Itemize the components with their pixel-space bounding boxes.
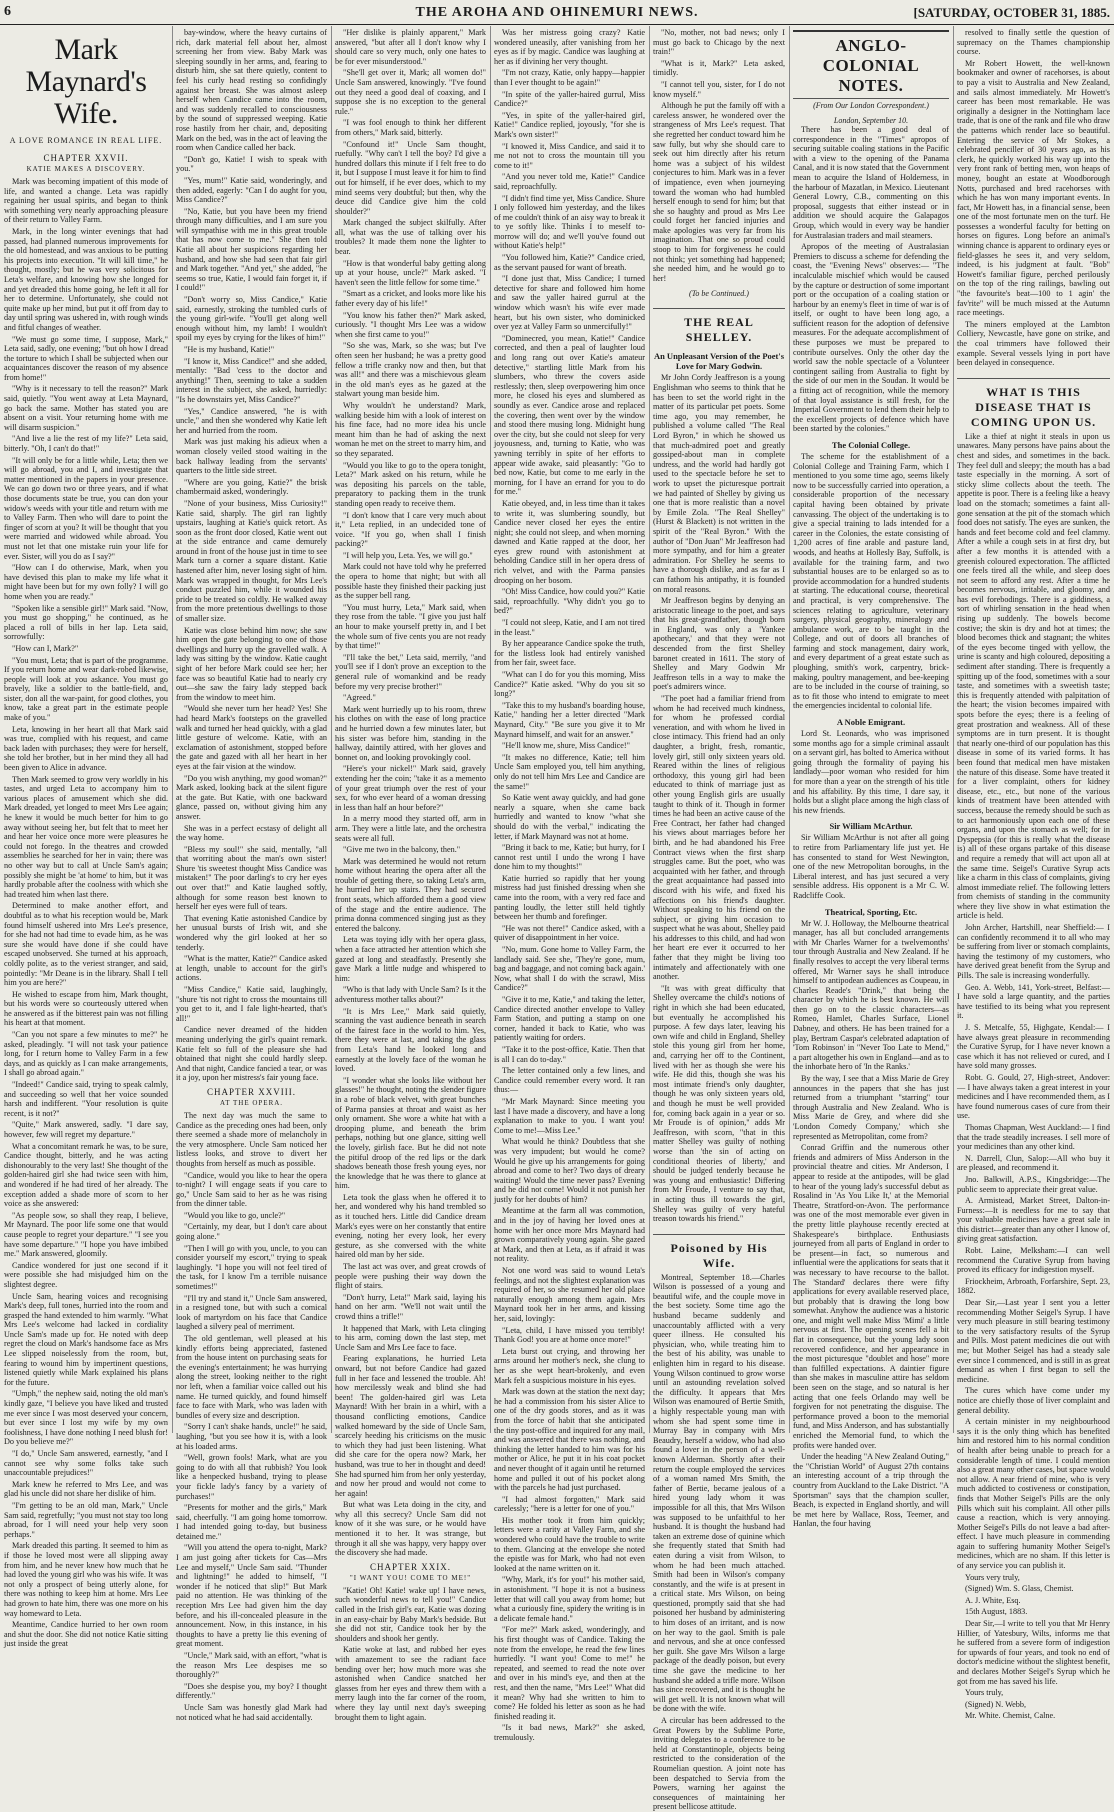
column-5-body (653, 28, 785, 1812)
article-paragraph: "Confound it!" Uncle Sam thought, ruefully. "Why can't I tell the boy? I'd give a hundred dollars this minute if I felt free to do it, but I suppose I must leave it for him to find out for himself, if he ever does, which to my mind seems very doubtful; but then, why the deuce did Candice give him the cold shoulder?" (335, 139, 486, 216)
article-paragraph: "I'll try and stand it," Uncle Sam answered, in a resigned tone, but with such a comical look of martyrdom on his face that Candice laughed a silvery peal of merriment. (176, 1293, 327, 1332)
article-paragraph: "How can I do otherwise, Mark, when you have devised this plan to make my life what it might have been but for my own folly? I will go home when you are ready." (4, 563, 168, 601)
article-paragraph: "I done just that, Miss Candice; I turned detective for share and followed him home and saw the yaller haired gurrul at the window which wasn't his wife ever made heart, but his own sister, who dominicked over yez at Valley Farm so unmercifully!" (494, 274, 645, 332)
article-paragraph: Robt. Laine, Melksham:—I can well recommend the Curative Syrup from having proved its efficacy for indigestion myself. (957, 1246, 1110, 1275)
article-paragraph: "Umph," the nephew said, noting the old man's kindly gaze, "I believe you have liked and trusted me ever since I was most deserved your concern, but ever since I lost my wife by my own foolishness, I have done nothing I need blush for! Do you believe me?" (4, 1389, 168, 1447)
article-paragraph: By the way, I see that a Miss Marie de Grey announces in the papers that she has just returned from a triumphant "starring" tour through Australia and New Zealand. Who is Miss Marie de Grey, and where did she 'London Comedy Company,' which she represented as Metropolitan, come from? (793, 1074, 949, 1141)
article-paragraph: "Agreed." (343, 693, 376, 703)
section-heading: THE REAL SHELLEY. (653, 308, 785, 345)
article-paragraph: "Do you wish anything, my good woman?" Mark asked, looking back at the silent figure at the gate. But Katie, with one backward glance, passed on, without giving him any answer. (176, 773, 327, 821)
article-paragraph: "Can you not spare a few minutes to me?" he asked, pleadingly. "I will not task your patience long, for I return home to Valley Farm in a few days, and as quickly as I can make arrangements, I shall go abroad again." (4, 1030, 168, 1078)
column-2 (176, 28, 327, 1722)
article-paragraph: "Take it to the post-office, Katie. Then that is all I can do to-day." (494, 1044, 645, 1064)
article-paragraph: Not one word was said to wound Leta's feelings, and not the slightest explanation was required of her, so she resumed her old place naturally enough among them again. Mrs Maynard took her in her arms, and kissing her, said, lovingly: (494, 1266, 645, 1323)
article-paragraph: "Where are you going, Katie?" the brisk chambermaid asked, wonderingly. (176, 477, 327, 497)
article-paragraph: "I will help you, Leta. Yes, we will go." (343, 550, 473, 560)
article-paragraph: "Yes," Candice answered, "he is with uncle," and then she wondered why Katie left her and hurried from the room. (176, 406, 327, 435)
article-paragraph: Uncle Sam, hearing voices and recognising Mark's deep, full tones, hurried into the room and grasped the hand extended to him warmly. "What Mrs Lee's welcome had lacked in cordiality Uncle Sam's made up for. He noted with deep regret the cloud on Mark's handsome face as Mrs Lee slipped noiselessly from the room, but, fearing to wound him by impertinent questions, listened quietly while Mark explained his plans for the future. (4, 1291, 168, 1387)
article-paragraph: "I know it, Miss Candice!" and she added, mentally: "Bad 'cess to the doctor and anything!" Then, seeming to take a sudden interest in the subject, she asked, hurriedly: "Is he downstairs yet, Miss Candice?" (176, 356, 327, 404)
column-7-body (957, 28, 1110, 1721)
column-6 (793, 28, 949, 1529)
article-paragraph: Was her mistress going crazy? Katie wondered uneasily, after vanishing from her eyes as if by magic. Candice was laughing at her as if divining her very thought. (494, 28, 645, 66)
article-paragraph: "Spoken like a sensible girl!" Mark said. "Now, you must go shopping," he continued, as he placed a roll of bills in her lap. Leta said, sorrowfully: (4, 603, 168, 642)
article-paragraph: "It was with great difficulty that Shelley overcame the child's notions of right in which she had been educated, but eventually he accomplished his purpose. A few days later, leaving his own wife and child in England, Shelley stole this young girl from her home, and, carrying her off to the Continent, lived with her as though she were his wife. He did this, though she was his most intimate friend's only daughter, though he was only sixteen years old, and though he must be well provided for, coming back again in a year or so. Mr Froude is of opinion," adds Mr Jeaffreson, with scorn, "that in this matter Shelley was guilty of nothing worse than 'the sin of acting on conditional theories of liberty,' and should be judged tenderly because he was young and enthusiastic! Differing from Mr Froude, I venture to say that, in acting thus ill towards the girl, Shelley was guilty of very hateful treason towards his friend." (653, 983, 785, 1224)
article-paragraph: "You know his father then?" Mark asked, curiously. "I thought Mrs Lee was a widow when she first came to you!" (335, 310, 486, 339)
article-paragraph: Katie was close behind him now; she saw him open the gate belonging to one of those dwellings and hurry up the gravelled walk. A lady was sitting by the window. Katie caught sight of her before Mark could see her; her face was so beautiful Katie had to nearly cry out—she saw the fairy lady stepped back from the window to meet him. (176, 625, 327, 702)
article-paragraph: Under the heading "A New Zealand Outing," the "Christian World" of August 27th contains an interesting account of a trip through the country from Auckland to the Lake District. "A Sportsman" says that the champion sculler, Beach, is expected in England shortly, and will be met here by Wallace, Ross, Teemer, and Hanlan, the four having (793, 1452, 949, 1529)
article-paragraph: Candice wondered for just one second if it were possible she had misjudged him on the slightest degree. (4, 1260, 168, 1289)
article-paragraph: "Don't worry so, Miss Candice," Katie said, earnestly, stroking the tumbled curls of the young girl-wife. "You'll get along well enough without him, my lamb! I wouldn't spoil my eyes by crying for the likes of him!" (176, 295, 327, 343)
column-2-body (176, 28, 327, 1722)
section-heading: AT THE OPERA. (219, 1098, 284, 1107)
article-paragraph: "How can I, Mark?" (12, 643, 79, 653)
article-paragraph: "Would she never turn her head? Yes! She had heard Mark's footsteps on the gravelled walk and turned her head quickly, with a glad little gesture of welcome. Katie, with an exclamation of astonishment, stopped before the gate and gazed with all her heart in her eyes at the fair vision at the window. (176, 704, 327, 771)
article-paragraph: Leta was toying idly with her opera glass, when a face attracted her attention which she gazed at long and steadfastly. Presently she gave Mark a little nudge and whispered to him: (335, 935, 486, 983)
column-rule (331, 26, 332, 1433)
article-paragraph: The miners employed at the Lambton Colliery, Newcastle, have gone on strike, and the coal trimmers have followed their example. Several vessels lying in port have been delayed in consequence. (957, 319, 1110, 368)
section-heading: Theatrical, Sporting, Etc. (824, 906, 918, 917)
article-paragraph: "Don't hurry, Leta!" Mark said, laying his hand on her arm. "We'll not wait until the crowd thins a trifle!" (335, 1292, 486, 1321)
column-rule (649, 26, 650, 1433)
article-paragraph: "What is it, Mark?" Leta asked, timidly. (653, 58, 785, 78)
article-paragraph: In a merry mood they started off, arm in arm. They were a little late, and the orchestra seats were all full. (335, 814, 486, 843)
column-4 (494, 28, 645, 1742)
article-paragraph: A. Armistead, Market Street, Dalton-in-Furness:—It is needless for me to say that your valuable medicines have a great sale in this district—greater than any other I know of, giving great satisfaction. (957, 1196, 1110, 1244)
article-paragraph: "I knowed it, Miss Candice, and said it to me not not to cross the mountain till you come to it!" (494, 141, 645, 170)
article-paragraph: "It makes no difference, Katie; tell him Uncle Sam employed you, tell him anything, only do not tell him Mrs Lee and Candice are the same!" (494, 752, 645, 791)
article-paragraph: "What is the matter, Katie?" Candice asked at length, unable to account for the girl's actions. (176, 954, 327, 983)
article-paragraph: "Why, Mark, it's for you!" his mother said, in astonishment. "I hope it is not a business letter that will call you away from home; but what a curiously fine, spidery the writing is in a delicate female hand." (494, 1575, 645, 1623)
column-rule (172, 26, 173, 1433)
article-paragraph: bay-window, where the heavy curtains of rich, dark material fell about her, almost screening her from view. Baby Mark was sleeping soundly in her arms, and, fearing to disturb him, she sat there quietly, content to feel his curly head resting so confidingly against her breast. She was almost asleep herself when Candice came into the room, and was suddenly recalled to consciousness by the sound of suppressed weeping. Katie rose hastily from her chair, and, depositing Mark on the bed, was in the act of leaving the room when Candice called her back. (176, 28, 327, 153)
article-paragraph: "Give me two in the balcony, then." (343, 845, 461, 855)
article-paragraph: Geo. A. Webb, 141, York-street, Belfast:— I have sold a large quantity, and the parties have testified to its being what you represent it. (957, 982, 1110, 1021)
article-paragraph: Montreal, September 18.—Charles Wilson is possessed of a young and beautiful wife, and the couple move in the best society. Some time ago the husband became suddenly and unaccountably afflicted with a very queer illness. He consulted his physician, who, while treating him to the best of his ability, was unable to enlighten him in regard to his disease. Young Wilson continued to grow worse until an astounding revelation solved the difficulty. It appears that Mrs Wilson was enamoured of Bertie Smith, a highly respectable young man with whom she had spent some time in Murray Bay in company with Mrs Beaudry, herself a widow, who had also found a lover in the person of a well-known Alderman. Shortly after their return the couple employed the services of a woman named Mrs Smith, the father of Bertie, became jealous of a hired young lady whom it was impossible for all this, that Mrs Wilson was supposed to be unfaithful to her husband. It is thought the husband had taken an extreme dose of quinine which she frequently stated that Smith had eaten during a visit from Wilson, to whom he had been much attached. Smith had been in Wilson's company constantly, and the wife is at present in a critical state. Mrs Wilson, on being questioned, promptly said that she had poisoned her husband by administering to him doses of an irritant, and is now on her way to the gaol. Smith is pale and nervous, and she at once confessed her guilt. She gave Mrs Wilson a large package of the deadly poison, but every time she gave the medicine to her husband she added a trifle more. Wilson has since recovered, and it is thought he will get well. It is not known what will be done with the wife. (653, 1272, 785, 1714)
section-heading: An Unpleasant Version of the Poet's Love for Mary Godwin. (653, 351, 785, 372)
issue-date: [SATURDAY, OCTOBER 31, 1885. (913, 5, 1110, 20)
article-paragraph: Candice never dreamed of the hidden meaning underlying the girl's quaint remark. Katie felt so full of the pleasure she had obtained that night she could hardly sleep. And that night, Candice fancied a tear, or was it a joy, upon her mistress's fair young face. (176, 1025, 327, 1083)
column-rule (490, 26, 491, 1433)
article-paragraph: "Who is that lady with Uncle Sam? Is it the adventuress mother talks about?" (335, 985, 486, 1004)
article-paragraph: "He is my husband, Katie!" (184, 345, 275, 354)
section-heading: (To be Continued.) (689, 289, 749, 299)
article-paragraph: His mother took it from him quickly; letters were a rarity at Valley Farm, and she wondered who could have the trouble to write to them. Glancing at the envelope she noted the epistle was for Mark, who had not even looked at the name written on it. (494, 1515, 645, 1573)
article-paragraph: "I'll take the bet," Leta said, merrily, "and you'll see if I don't prove an exception to the general rule of womankind and be ready before my very precise brother!" (335, 652, 486, 691)
article-paragraph: "I'm getting to be an old man, Mark," Uncle Sam said, regretfully; "you must not stay too long abroad, for I will need your help very soon perhaps." (4, 1500, 168, 1539)
section-heading: "I WANT YOU! COME TO ME!" (349, 1573, 472, 1582)
article-paragraph: Jno. Balkwill, A.P.S., Kingsbridge:—The public seem to appreciate their great value. (957, 1174, 1110, 1194)
article-paragraph: Mark knew he referred to Mrs Lee, and was glad his uncle did not share her dislike of him. (4, 1479, 168, 1499)
article-paragraph: Mark was down at the station the next day; he had a commission from his sister Alice to one of the dry goods stores, and as it was from the force of habit that she anticipated the tiny post-office and inquired for any mail, and was answered that there was nothing, and thinking the letter handed to him was for his mother or Alice, he put it in his coat pocket and never thought of it again until he returned home and pulled it out of his pocket along with the parcels he had just purchased. (494, 1387, 645, 1493)
article-paragraph: "It will only be for a little while, Leta; then we will go abroad, you and I, and investigate that matter mentioned in the papers in your presence. We can go down two or three years, and if what those documents state be true, you can don your widow's weeds with your title and return with me to Valley Farm. Then who will dare to point the finger of scorn at you? It will be thought that you were married and widowed while abroad. You must not let that one mistake ruin your life for ever. Sister, will you do as I say?" (4, 455, 168, 561)
article-paragraph: "Here's your nickel!" Mark said, gravely extending her the coin; "take it as a memento of your great triumph over the rest of your sex, for who ever heard of a woman dressing in less than half an hour before?" (335, 764, 486, 812)
article-paragraph: Katie obeyed, and, in less time than it takes to write it, was slumbering soundly, but Candice never closed her eyes the entire night; she could not sleep, and when morning dawned and Katie rapped at the door, her eyes grew round with astonishment at beholding Candice still in her opera dress of rich velvet, and with the Parma pansies drooping on her bosom. (494, 498, 645, 585)
column-rule (953, 26, 954, 1433)
article-paragraph: "Smart as a cricket, and looks more like his father every day of his life!" (335, 289, 486, 309)
article-paragraph: Mr Jeaffreson begins by denying an aristocratic lineage to the poet, and says that his great-grandfather, though born in England, was only a 'Yankee apothecary,' and that they were not descended from the first Shelley baronet created in 1611. The story of Shelley and Mary Godwin Mr Jeaffreson tells in a way to make the poet's admirers wince. (653, 596, 785, 692)
page-number: 6 (4, 4, 11, 19)
article-paragraph: "Her dislike is plainly apparent," Mark answered, "but after all I don't know why I should care so very much, only one hates to be for ever misunderstood." (335, 28, 486, 66)
article-paragraph: That evening Katie astonished Candice by her unusual bursts of Irish wit, and she wondered why the girl looked at her so tenderly. (176, 913, 327, 952)
article-paragraph: Yours truly, (965, 1688, 1004, 1698)
article-paragraph: "I had almost forgotten," Mark said carelessly; "here is a letter for one of you." (494, 1494, 645, 1514)
article-paragraph: "Certainly, my dear, but I don't care about going alone." (176, 1222, 327, 1242)
article-paragraph: Mark went hurriedly up to his room, threw his clothes on with the ease of long practice and he hurried down a few minutes later, but his sister was before him, standing in the hallway, daintily attired, with her gloves and bonnet on, and looking provokingly cool. (335, 704, 486, 762)
article-paragraph: "Is it bad news, Mark?" she asked, tremulously. (494, 1723, 645, 1742)
article-paragraph: Mr John Cordy Jeaffreson is a young Englishman who seems to think that he has been to set the world right in the matter of its particular pet poets. Some time ago, you may remember, he published a volume called "The Real Lord Byron," in which he showed us that much-admired poet and greatly gossiped-about man in complete undress, and the world had hardly got used to the spectacle before he set to work to upset the picturesque portrait we had painted of Shelley by giving us one that is more realistic than a novel by Emile Zola. "The Real Shelley" (Hurst & Blackett) is not written in the spirit of the "Real Byron." With the author of "Don Juan" Mr Jeaffreson had more sympathy, and for him a greater admiration. For Shelley he seems to have a thorough dislike, and as far as I can fathom his antipathy, it is founded on moral reasons. (653, 373, 785, 594)
column-3-body (335, 28, 486, 1722)
article-paragraph: "Then I will go with you, uncle, to you can consider yourself my escort," trying to speak laughingly. "I hope you will not feel tired of the task, for I know I'm a terrible nuisance sometimes!" (176, 1243, 327, 1292)
article-paragraph: He wished to escape from him, Mark thought, but his words were so courteously uttered when he answered as if the bitterest pain was not filling his heart at that moment. (4, 989, 168, 1028)
correspondent-line: (From Our London Correspondent.) (813, 101, 929, 110)
article-paragraph: But what was Leta doing in the city, and why all this secrecy? Uncle Sam did not know of it she was sure, or he would have mentioned it to her. It was strange, but through it all she was happy, very happy over the discovery she had made. (335, 1500, 486, 1558)
article-paragraph: "No, mum. Gone home to Valley Farm, the landlady said. See she, 'They're gone, mum, bag and baggage, and not coming back again.' Now, what shall I do with the scrawl, Miss Candice?" (494, 945, 645, 993)
article-paragraph: Mark dreaded this parting. It seemed to him as if those he loved most were all slipping away from him, and he never knew how much that he had loved the young girl who was his wife. It was not only a prospect of being utterly alone, for there was nothing to keep him at home. Mrs Lee had grown to hate him, there was one more on his way homeward to Leta. (4, 1541, 168, 1618)
article-paragraph: "I wonder what she looks like without her glasses!" he thought, noting the slender figure in a robe of black velvet, with great bunches of Parma pansies at throat and waist as her only ornament. She wore a white hat with a drooping plume, and beneath the brim perhaps, nothing but one glance, sitting well the lovely, girlish face. But he did not note the pitiful droop of the red lips or the dark shadows beneath those fresh young eyes, nor the knowledge that he was there to glance at him. (335, 1075, 486, 1191)
article-paragraph: "So she was, Mark, so she was; but I've often seen her husband; he was a pretty good fellow a trifle cranky now and then, but that was all!" and there was a mischievous gleam in the old man's eyes as he gazed at the stalwart young man beside him. (335, 341, 486, 399)
article-paragraph: Katie hurried so rapidly that her young mistress had just finished dressing when she came into the room, with a very red face and panting loudly, the letter still held tightly between her thumb and forefinger. (494, 873, 645, 922)
column-5 (653, 28, 785, 1812)
section-heading: The Colonial College. (831, 440, 911, 450)
article-paragraph: (Signed) N. Webb, (965, 1699, 1027, 1709)
section-heading: CHAPTER XXVIII. (207, 1086, 296, 1097)
anglo-colonial-heading: ANGLO-COLONIAL NOTES. (793, 30, 949, 99)
article-paragraph: "And live a lie the rest of my life?" Leta said, bitterly. "Oh, I can't do that!" (4, 434, 168, 454)
article-paragraph: "Will you attend the opera to-night, Mark? I am just going after tickets for Cas—Mrs Lee and myself," Uncle Sam said. "Thunder and lightning!" he added to himself, "I wonder if he noticed that slip!" But Mark paid no attention. He was thinking of the reception Mrs Lee had given him the day before, and his ill-concealed pleasure in the announcement. Now, in this instance, in his thoughts to have a pretty lie this evening of great moment. (176, 1543, 327, 1649)
article-paragraph: "Take this to my husband's boarding house, Katie," handing her a letter directed "Mark Maynard, City." "Be sure you give it to Mr Maynard himself, and wait for an answer." (494, 700, 645, 739)
article-paragraph: "None of your business, Miss Curiosity!" Katie said, sharply. The girl ran lightly upstairs, laughing at Katie's quick retort. As soon as the front door closed, Katie went out at the side entrance and came demurely around in front of the house just in time to see Mark turn a corner a square distant. Katie hastened after him, never losing sight of him. Mark was wrapped in thought, for Mrs Lee's conduct puzzled him, while it wounded his pride to be treated so coldly. He walked away from the more pretentious dwellings to those of smaller size. (176, 498, 327, 624)
article-paragraph: "For me?" Mark asked, wonderingly, and his first thought was of Candice. Taking the note from the envelope, he read the few lines hurriedly. "I want you! Come to me!" he repeated, and seemed to read the note over and over in his mind's eye, and then at the rest, and then the name, "Mrs Lee!" What did it mean? Why had she written to him to come? He folded his letter as soon as he had finished reading it. (494, 1625, 645, 1721)
article-paragraph: "I could not sleep, Katie, and I am not tired in the least." (494, 618, 645, 637)
article-paragraph: So Katie went away quickly, and had gone nearly a square, when she came back hurriedly and wanted to know "what she should do with the verbal," indicating the letter, if Mark Maynard was not at home. (494, 793, 645, 841)
article-paragraph: "Miss Candice," Katie said, laughingly, "shure 'tis not right to cross the mountains till you get to it, and I fale light-hearted, that's all!" (176, 985, 327, 1023)
article-paragraph: "Bring it back to me, Katie; but hurry, for I cannot rest until I undo the wrong I have done him to my thoughts!" (494, 843, 645, 872)
article-paragraph: Mark could not have told why he preferred the opera to home that night; but with all possible haste they finished their packing just as the supper bell rang. (335, 562, 486, 601)
article-paragraph: "She'll get over it, Mark; all women do!" Uncle Sam answered, knowingly. "I've found out they need a good deal of coaxing, and I suppose she is no exception to the general rule." (335, 68, 486, 116)
article-paragraph: She was in a perfect ecstasy of delight all the way home. (176, 823, 327, 843)
article-paragraph: "Quite," Mark answered, sadly. "I dare say, however, few will regret my departure." (4, 1120, 168, 1139)
article-paragraph: "You followed him, Katie?" Candice cried, as the servant paused for want of breath. (494, 253, 645, 272)
article-paragraph: Mark, in the long winter evenings that had passed, had planned numerous improvements for the old homestead, and was anxious to be putting his projects into execution. "It will kill time," he thought, mostly; but he was very solicitous for Leta's welfare, and knowing how she longed for and yet dreaded this home going, he left it all for her to determine. Unfortunately, she could not quite make up her mind, but put it off from day to day until spring was ushered in, with rough winds and fitful changes of weather. (4, 226, 168, 332)
article-paragraph: "Would you like to go to the opera tonight, Leta?" Mark asked on his return, while he was depositing his parcels on the table, preparatory to packing them in the trunk standing open ready to receive them. (335, 460, 486, 508)
article-paragraph: Leta burst out crying, and throwing her arms around her mother's neck, she clung to her as she wept heart-brokenly, and even Mark felt a suspicious moisture in his eyes. (494, 1346, 645, 1385)
article-paragraph: "Well, grown fools! Mark, what are you going to do with all that rubbish? You look like a henpecked husband, trying to please your fickle lady's fancy by a variety of purchases!" (176, 1453, 327, 1501)
article-paragraph: "The poet had a familiar friend from whom he had received much kindness, for whom he professed cordial veneration, and with whom he lived in close intimacy. This friend had an only daughter, a bright, fresh, romantic, lovely girl, still only sixteen years old. Reared within the lines of religious orthodoxy, this young girl had been educated to think of marriage just as other young English girls are usually taught to think of it. Though in former times he had been an active cause of the Free Contract, her father had changed his views about marriages before her birth, and he had abandoned his Free Contract views when the first sharp struggles came. But the poet, who was acquainted with her father, and through the great acquaintance had passed into discord with his wife, and fixed his affections on his friend's daughter. Without speaking to his friend on the subject, or giving him occasion to suspect what he was about, Shelley paid his addresses to this child, and had won her heart ere ever it occurred to her father that they might be living too intimately and affectionately with one another. (653, 694, 785, 982)
article-paragraph: "Does she despise you, my boy? I thought differently." (176, 1681, 327, 1701)
article-paragraph: "Oh! Miss Candice, how could you?" Katie said, reproachfully. "Why didn't you go to bed?" (494, 587, 645, 616)
column-1-body (4, 177, 168, 1649)
article-paragraph: Mark changed the subject skilfully. After all, what was the use of talking over his troubles? It made them none the lighter to bear. (335, 218, 486, 257)
article-paragraph: "Would you like to go, uncle?" (184, 1210, 286, 1220)
article-paragraph: Meantime at the farm all was commotion, and in the joy of having her loved ones at home with her once more Mrs Maynard had grown comparatively young again. She gazed at Mark, and then at Leta, as if afraid it was not reality. (494, 1206, 645, 1264)
article-paragraph: "What can I do for you this morning, Miss Candice?" Katie asked. "Why do you sit so long?" (494, 670, 645, 699)
section-heading: Sir William McArthur. (829, 821, 913, 832)
article-paragraph: A certain minister in my neighbourhood says it is the only thing which has benefited him and restored him to his normal condition of health after being unable to preach for a considerable length of time. I could mention also a great many other cases, but space would not allow. A near friend of mine, who is very much addicted to costiveness or constipation, finds that Mother Seigel's Pills are the only Pills which suit his complaint. All other pills cause a reaction, which is very annoying. Mother Seigel's Pills do not leave a bad after-effect. I have much pleasure in commending again to suffering humanity Mother Seigel's medicines, which are no sham. If this letter is of any service you can publish it. (957, 1417, 1111, 1571)
story-subtitle: A LOVE ROMANCE IN REAL LIFE. (9, 136, 163, 145)
article-paragraph: "Candice, would you like to hear the opera to-night? I will engage seats if you care to go," Uncle Sam said to her as he was rising from the dinner table. (176, 1170, 327, 1209)
article-paragraph: "He was not there!" Candice asked, with a quiver of disappointment in her voice. (494, 923, 645, 943)
article-paragraph: Leta took the glass when he offered it to her, and wondered why his hand trembled so as it touched hers. Little did Candice dream Mark's eyes were on her constantly that entire evening, noting her every look, her every gesture, as she conversed with the white haired old man by her side. (335, 1192, 486, 1260)
article-paragraph: "Indeed!" Candice said, trying to speak calmly, and succeeding so well that her voice sounded harsh and indifferent. "Your resolution is quite recent, is it not?" (4, 1080, 168, 1118)
article-paragraph: A circular has been addressed to the Great Powers by the Sublime Porte, inviting delegates to a conference to be held at Constantinople, objects being restricted to the consideration of the Roumelian question. A joint note has been despatched to Servia from the Powers, warning her against the consequences of maintaining her present bellicose attitude. (653, 1716, 785, 1812)
article-paragraph: "I was fool enough to think her different from others," Mark said, bitterly. (335, 118, 486, 137)
article-paragraph: Mr Robert Howett, the well-known bookmaker and owner of racehorses, is about to pay a visit to Australia and New Zealand, and sails almost immediately. Mr Howett's career has been most remarkable. He was originally a designer in the Nottingham lace trade, that is one of the rank and file who draw the patterns which render lace so beautiful. Entering the service of Mr Stokes, a celebrated penciller of 30 years ago, as his clerk, he quickly worked his way up into the very front rank of betting men, won heaps of money, bought an estate at Woodborough Notts, purchased and bred racehorses with which he has won many important events. In fact, Mr Howett has, in a financial sense, been one of the most fortunate men on the turf. He possesses a wonderful faculty for betting on horses on figures. Long before an animal's winning chance is apparent to ordinary eyes or field-glasses he sees it, and very seldom, indeed, is his judgment at fault. "Bob" Howett's familiar figure, perched perilously on the top of the ring railings, bawling out "the favourite's beat—100 to 1 agin' the fav'rite" will be much missed at the Autumn race meetings. (957, 58, 1111, 318)
article-paragraph: "And you never told me, Katie!" Candice said, reproachfully. (494, 172, 645, 191)
column-rule (789, 26, 790, 1433)
article-paragraph: Why wouldn't he understand? Mark, walking beside him with a look of interest on his fine face, had no more idea his uncle meant him than he had of asking the next woman he met on the street to marry him, and so they separated. (335, 400, 486, 458)
article-paragraph: Mr. White. Chemist, Calne. (965, 1711, 1056, 1721)
section-heading: CHAPTER XXIX. (369, 1561, 451, 1572)
article-paragraph: Uncle Sam was honestly glad Mark had not noticed what he had said accidentally. (176, 1702, 327, 1722)
article-paragraph: John Archer, Hartshill, near Sheffield:— I can confidently recommend it to all who may be suffering from liver or stomach complaints, having the testimony of my customers, who have derived great benefit from the Syrup and Pills. The sale is increasing wonderfully. (957, 923, 1110, 981)
article-paragraph: "Sorry I can't shake hands, uncle!" he said, laughing, "but you see how it is, with a look at his loaded arms. (176, 1422, 327, 1451)
article-paragraph: "No, Katie, but you have been my friend through many difficulties, and I am sure you will sympathise with me in this great trouble that has now come to me." She then told Katie all about her suspicions regarding her husband, and how she had seen that fair girl and Mark together. "And yet," she added, "he seems so true, Katie, I would fain forget it, if I could!" (176, 206, 327, 293)
article-paragraph: Fearing explanations, he hurried Leta onward, but not before Candice had gazed full in her face and lessened the trouble. Ah! how mercilessly weak and blind she had been! The golden-haired girl was Leta Maynard! With her brain in a whirl, with a thousand conflicting emotions, Candice walked homeward by the side of Uncle Sam, scarcely heeding his criticisms on the music to which they had just been listening. What did she care for the opera now? Mark, her husband, was true to her in thought and deed! She had spurned him from her only yesterday, and now her proud and would not come to her again! (335, 1354, 486, 1498)
chapter-subheading: KATIE MAKES A DISCOVERY. (26, 165, 146, 173)
article-paragraph: "Yes, in spite of the yaller-haired girl, Katie!" Candice replied, joyously, "for she is Mark's own sister!" (494, 110, 645, 139)
column-3 (335, 28, 486, 1722)
article-paragraph: Mark was just making his adieux when a woman closely veiled stood waiting in the back hallway leading from the servants' quarters to the little side street. (176, 437, 327, 476)
article-paragraph: 15th August, 1883. (965, 1607, 1028, 1617)
column-7 (957, 28, 1111, 1721)
article-paragraph: The scheme for the establishment of a Colonial College and Training Farm, which I mentioned to you some time ago, seems likely now to be successfully carried into operation, a considerable proportion of the necessary capital having been obtained by private canvassing. The object of the undertaking is to give a special training to lads intended for a career in the Colonies, the estate consisting of 1,200 acres of fine arable and pasture land, woods, and heaths at Hollesly Bay, Suffolk, is available for the training farm, and two substantial houses are to be enlarged so as to provide accommodation for a hundred students at starting. The educational course, theoretical and practical, is very comprehensive. The sciences relating to agriculture, veterinary surgery, physical geography, mineralogy and ambulance work, are to be taught in the College, and out of doors all branches of farming and stock management, dairy work, and every department of a great estate such as ploughing, smith's work, carpentry, brick-making, poultry management, and bee-keeping are to be included in the course of training, so as to fit those who intend to emigrate to meet the emergencies incidental to colonial life. (793, 452, 949, 711)
newspaper-title: THE AROHA AND OHINEMURI NEWS. (415, 5, 699, 20)
article-paragraph: The letter contained only a few lines, and Candice could remember every word. It ran thus:— (494, 1066, 645, 1095)
article-paragraph: "I didn't find time yet, Miss Candice. Shure I only followed him yesterday, and the likes of me couldn't think of an aisy way to break it to ye softly like. Thinks I to meself to-morrow will do; and we'll you've found out without Katie's help!" (494, 193, 645, 251)
article-paragraph: Yours very truly, (965, 1572, 1020, 1582)
article-paragraph: The last act was over, and great crowds of people were pushing their way down the flight of stairs. (335, 1262, 486, 1291)
article-paragraph: "Dominecred, you mean, Katie!" Candice corrected, and then a peal of laughter loud and long rang out over Katie's amateur detective," startling little Mark from his slumbers, who threw the covers aside restlessly; then, sleep overpowering him once more, he closed his eyes and slumbered as soundly as ever. Candice arose and replaced the covering, then went over by the window and stood there musing long. Midnight hung over the city, but she could not sleep for very joyousness, and, turning to Katie, who was yawning terribly in spite of her efforts to appear wide awake, said pleasantly: "Go to bed now, Katie, but come to me early in the morning, for I have an errand for you to do for me." (494, 333, 645, 497)
article-paragraph: Determined to make another effort, and doubtful as to what his reception would be, Mark found himself ushered into Mrs Lee's presence, for she had not had time to evade him, as he was sure she would have done if she could have escaped unobserved. She turned at his approach, coldly polite, as to the veriest stranger, and said, pointedly: "Mr Deane is in the library. Shall I tell him you are here?" (4, 901, 168, 988)
article-paragraph: "We must go some time, I suppose, Mark," Leta said, sadly, one evening; "but oh how I dread the torture to which I shall be subjected when our acquaintances discover the reason of my absence from home!" (4, 334, 169, 382)
article-paragraph: Sir William McArthur is not after all going to retire from Parliamentary life just yet. He has consented to stand for West Newington, one of the new Metropolitan boroughs, in the Liberal interest, and has just secured a very sensible address. His opponent is a Mr C. W. Radcliffe Cook. (793, 833, 949, 900)
article-paragraph: Although he put the family off with a careless answer, he wondered over the strangeness of Mrs Lee's request. That she regretted her conduct toward him he saw fully, but why she should care to seek out him directly after his return home was a subject of his wildest conjectures to him. Mark was in a fever of impatience, even when journeying toward the woman who had humbled herself enough to send for him; but that she so haughty and proud as Mrs Lee could forget her fancied injuries and make apologies was very far from his imagination. That one so proud could stoop to him for forgiveness he could not think; yet something had happened; she needed him, and he would go to her! (653, 101, 785, 283)
article-paragraph: "Why is it necessary to tell the reason?" Mark said, quietly. "You went away at Leta Maynard, go back the same. Mother has stated you are absent on a visit. Your returning home with me will disarm suspicion." (4, 384, 168, 432)
article-paragraph: "Yes, mum!" Katie said, wonderingly, and then added, eagerly: "Can I do aught for you, Miss Candice?" (176, 175, 327, 205)
article-paragraph: N. Darrell, Clun, Salop:—All who buy it are pleased, and recommend it. (957, 1153, 1110, 1173)
article-paragraph: Meantime, Candice hurried to her own room and shut the door. She did not notice Katie sitting just inside the great (4, 1620, 168, 1649)
article-paragraph: "Presents for mother and the girls," Mark said, cheerfully. "I am going home tomorrow. I had intended going to-day, but business detained me." (176, 1503, 327, 1541)
article-paragraph: Like a thief at night it steals in upon us unawares. Many persons have pains about the chest and sides, and sometimes in the back. They feel dull and sleepy; the mouth has a bad taste especially in the morning. A sort of sticky slime collects about the teeth. The appetite is poor. There is a feeling like a heavy load on the stomach; sometimes a faint all-gone sensation at the pit of the stomach which food does not satisfy. The eyes are sunken, the hands and feet become cold and feel clammy. After a while a cough sets in at first dry, but after a few months it is attended with a greenish coloured expectoration. The afflicted one feels tired all the while, and sleep does not seem to afford any rest. After a time he becomes nervous, irritable, and gloomy, and has evil forebodings. There is a giddiness, a sort of whirling sensation in the head when rising up suddenly. The bowels become costive; the skin is dry and hot at times; the blood becomes thick and stagnant; the whites of the eyes become tinged with yellow, the urine is scanty and high coloured, depositing a sediment after standing. There is frequently a spitting up of the food, sometimes with a sour taste, and sometimes with a sweetish taste; this is frequently attended with palpitation of the heart; the vision becomes impaired with spots before the eyes; there is a feeling of great prostration and weakness. All of these symptoms are in turn present. It is thought that nearly one-third of our population has this disease in some of its varied forms. It has been found that medical men have mistaken the nature of this disease. Some have treated it for a liver complaint, others for kidney disease, etc., etc., but none of the various kinds of treatment have been attended with success, because the remedy should be such as to act harmoniously upon each one of these organs, and upon the stomach as well; for in Dyspepsia (for this is really what the disease is) all of these organs partake of this disease and require a remedy that will act upon all at the same time. Seigel's Curative Syrup acts like a charm in this class of complaints, giving almost immediate relief. The following letters from chemists of standing in the community where they live show in what estimation the article is held. (957, 431, 1110, 921)
article-paragraph: Robt. G. Gould, 27, High-street, Andover:— I have always taken a great interest in your medicines and I have recommended them, as I have found numerous cases of cure from their use. (957, 1072, 1110, 1121)
article-paragraph: "In spite of the yaller-haired gurrul, Miss Candice?" (494, 89, 645, 109)
article-paragraph: "I do," Uncle Sam answered, earnestly, "and I cannot see why some folks take such unaccountable prejudices!" (4, 1449, 168, 1478)
article-paragraph: J. S. Metcalfe, 55, Highgate, Kendal:— I have always great pleasure in recommending the Curative Syrup, for I have never known a case which it has not relieved or cured, and I have sold many grosses. (957, 1023, 1110, 1071)
article-paragraph: "I don't know that I care very much about it," Leta replied, in an undecided tone of voice. "If you go, when shall I finish packing?" (335, 510, 486, 549)
article-paragraph: The next day was much the same to Candice as the preceding ones had been, only there seemed a shade more of melancholy in the very atmosphere. Uncle Sam noticed her listless looks, and strove to divert her thoughts from herself as much as possible. (176, 1110, 327, 1168)
article-paragraph: (Signed) Wm. S. Glass, Chemist. (965, 1584, 1074, 1594)
article-paragraph: Friockheim, Arbroath, Forfarshire, Sept. 23, 1882. (957, 1276, 1110, 1296)
article-paragraph: By her appearance Candice spoke the truth, for the listless look had entirely vanished from her fair, sweet face. (494, 639, 645, 668)
column-1 (4, 28, 169, 1649)
article-paragraph: "You must, Leta; that is part of the programme. If you return home and wear dark-robed likewise, people will look at you askance. You must go bravely, like a soldier to the battle-field, and, sister, don all the war-paint, for good clothes, you know, take a great part in the estimate people make of you." (4, 655, 168, 723)
article-paragraph: There has been a good deal of correspondence in the "Times" apropos of securing suitable coaling stations in the Pacific with a view to the opening of the Panama Canal, and it is now stated that the Government mean to acquire the Island of Holderness, in the harbour of Mazatlan, in Mexico. Lieutenant General Lowry, C.B., commenting on this proposal, suggests that either instead or in addition we should acquire the Galapagos Group, which would in every way be handier for Australasian traders and mail steamers. (793, 125, 949, 240)
article-paragraph: "Leta, child, I have missed you terribly! Thank God! you are at home once more!" (494, 1325, 645, 1345)
article-paragraph: Lord St. Leonards, who was imprisoned some months ago for a simple criminal assault on a servant girl, has bolted to America without going through the formality of paying his landlady—poor woman who resided for him for more than a year on the strength of his title and his affability. By this time, I dare say, it holds but a slight place among the high class of his new friends. (793, 729, 949, 815)
article-paragraph: It happened that Mark, with Leta clinging to his arm, coming down the last step, met Uncle Sam and Mrs Lee face to face. (335, 1323, 486, 1352)
article-paragraph: "Give it to me, Katie," and taking the letter, Candice directed another envelope to Valley Farm Station, and putting a stamp on one corner, handed it back to Katie, who was patiently waiting for orders. (494, 995, 645, 1043)
story-title: Mark Maynard's Wife. (25, 33, 147, 130)
article-paragraph: Conrad Griffin and the numerous other friends and admirers of Miss Anderson in the provincial theatre and cities. Mr Anderson, I appear to reside at the antipodes, will be glad to hear of the young lady's successful debut as Rosalind in 'As You Like It,' at the Memorial Theatre, Stratford-on-Avon. The performance was one of the most memorable ever given in the pretty little playhouse recently erected at Shakespeare's birthplace. Enthusiasts journeyed from all parts of England in order to be present—in fact, so numerous and influential were the applications for seats that it was necessary to have recourse to the ballot. The 'Standard' declares there were fifty applications for every available reserved place, but probably that is drawing the long bow somewhat. Anyhow the audience was a historic one, and might well make Miss 'Mimi' a little nervous at first. The opening scenes fell a bit flat in consequence, but the young lady soon recovered confidence, and her appearance in the most picturesque "doublet and hose" more than fulfilled expectations. A daintier figure than she makes in masculine attire has seldom been seen on the stage, and so natural is her acting that one feels Orlando may well be forgiven for not penetrating the disguise. The performance proved a boon to the memorial fund, and Miss Anderson, and has substantially enriched the Memorial fund, to which the profits were handed over. (793, 1143, 949, 1450)
article-paragraph: "I cannot tell you, sister, for I do not know myself." (653, 79, 785, 99)
article-paragraph: Dear Sir,—Last year I sent you a letter recommending Mother Seigel's Syrup. I have very much pleasure in still bearing testimony to the very satisfactory results of the Syrup and Pills. Most patent medicines die out with me; but Mother Seigel has had a steady sale ever since I commenced, and is still in as great demand as when I first began to sell the medicine. (957, 1298, 1110, 1384)
article-paragraph: resolved to finally settle the question of supremacy on the Thames championship course. (957, 28, 1110, 57)
article-paragraph: Then Mark seemed to grow very worldly in his tastes, and urged Leta to accompany him to various places of amusement which she did. Mark dreaded, yet longed to meet Mrs Lee again; he knew it would be much better for him to go away without seeing her, but felt that to meet her and hear her voice once more were pleasures he could not forego. In the theatres and crowded assemblies he searched for her in vain; there was no other way but to call at Uncle Sam's again; possibly she might be 'at home' to him, but it was hardly probable after the coolness with which she had treated him when last there. (4, 774, 168, 899)
article-paragraph: "Katie! Oh! Katie! wake up! I have news, such wonderful news to tell you!" Candice called in the Irish girl's ear, Katie was dozing in an easy-chair by Baby Mark's bedside. But she did not stir, Candice took her by the shoulders and shook her gently. (335, 1585, 486, 1643)
article-paragraph: The cures which have come under my notice are chiefly those of liver complaint and general debility. (957, 1386, 1110, 1415)
article-paragraph: A. J. White, Esq. (965, 1595, 1021, 1605)
article-paragraph: "It is Mrs Lee," Mark said quietly, scanning the vast audience beneath in search of the fairest face in the world to him. Yes, there they were at last, and taking the glass from Leta's hand he looked long and earnestly at the lovely face of the woman he loved. (335, 1006, 486, 1074)
article-paragraph: "I'm not crazy, Katie, only happy—happier than I ever thought to be again!" (494, 68, 645, 87)
dateline: London, September 10. (833, 116, 909, 125)
article-paragraph: What would he think? Doubtless that she was very impudent; but would he come? Would he give up his arrangements for going abroad and come to her? Two days of dreary waiting! Would the time never pass? Evening and he did not come! Would it not punish her justly for her doubts of him? (494, 1137, 645, 1204)
article-paragraph: "Uncle," Mark said, with an effort, "what is the reason Mrs Lee despises me so thoroughly?" (176, 1651, 327, 1680)
article-paragraph: The old gentleman, well pleased at his kindly efforts being appreciated, fastened from the house intent on purchasing seats for the evening's entertainment; he was hurrying along the street, looking neither to the right nor left, when a familiar voice called out his name. He turned quickly, and found himself face to face with Mark, who was laden with bundles of every size and description. (176, 1334, 327, 1420)
column-4-body (494, 28, 645, 1743)
section-heading: WHAT IS THIS DISEASE THAT IS COMING UPON US. (957, 378, 1110, 430)
article-paragraph: "Mr Mark Maynard: Since meeting you last I have made a discovery, and have a long explanation to make to you. I want you! Come to me!—Miss Lee." (494, 1096, 645, 1135)
article-paragraph: Katie woke at last, and rubbed her eyes with amazement to see the radiant face bending over her; how much more was she astonished when Candice snatched her glasses from her eyes and threw them with a merry laugh into the far corner of the room, where they lay until next day's sweeping brought them to light again. (335, 1645, 486, 1722)
article-paragraph: Thomas Chapman, West Auckland:— I find that the trade steadily increases. I sell more of your medicines than any other kind. (957, 1122, 1110, 1152)
article-paragraph: "Bless my soul!" she said, mentally, "all that worriting about the man's own sister! Shure 'tis sweetest thought Miss Candice was mistaken!" The poor darling's to cry her eyes out over that!" and Katie laughed softly, although for some reason best known to herself her eyes were full of tears. (176, 844, 327, 912)
article-paragraph: Leta, knowing in her heart all that Mark said was true, complied with his request, and came back laden with purchases; they were for herself, she told her brother, but in her mind they all had been given to Alice in advance. (4, 724, 168, 773)
article-paragraph: What a concomitant remark he was, to be sure, Candice thought, bitterly, and he was acting dishonourably to the very last! She thought of the golden-haired girl she had twice seen with him, and wondered if he had tired of her already. The exception added a shade more of scorn to her voice as she answered: (4, 1141, 168, 1209)
article-paragraph: "Don't go, Katie! I wish to speak with you." (176, 154, 327, 174)
article-paragraph: Mark was becoming impatient of this mode of life, and wanted a change. Leta was rapidly regaining her usual spirits, and began to think with something very nearly approaching pleasure of their return to Valley Farm. (4, 177, 168, 225)
chapter-heading: CHAPTER XXVII. (43, 153, 129, 163)
article-paragraph: Mr W. J. Holloway, the Melbourne theatrical manager, has all but concluded arrangements with Mr Charles Warner for a twelvemonths' tour through Australia and New Zealand. If he finally resolves to accept the very liberal terms offered, Mr Warner says he shall introduce himself to antipodean audiences as Coupeau, in Charles Reade's "Drink," that being the character by which he is best known. He will then go on to the classic characters—as Romeo, Hamlet, Charles Surface, Lionel Dabney, and others. He has been trained for a play, Bertram Caspar's celebrated adaptation of 'Tom Robinson' in "Never Too Late to Mend," a part altogether his own in England—and as to the inhorbate hero of 'In the Ranks.' (793, 918, 949, 1072)
article-paragraph: "No, mother, not bad news; only I must go back to Chicago by the next train!" (653, 28, 785, 57)
column-6-body (793, 125, 949, 1529)
article-paragraph: "How is that wonderful baby getting along up at your house, uncle?" Mark asked. "I haven't seen the little fellow for some time." (335, 258, 486, 287)
article-paragraph: Apropos of the meeting of Australasian Premiers to discuss a scheme for defending the coast, the "Evening News" observes:— "The incalculable mischief which would be caused by the capture or destruction of some important port or the occupation of a coaling station or harbour by an enemy's fleet in time of war is of itself, or ought to have been long ago, a sufficient reason for the adoption of defensive measures. For the adequate accomplishment of these purposes we must be prepared to contribute ourselves. Only the other day the world saw the noble spectacle of a Volunteer contingent sailing from Australia to fight by the side of our men in the Soudan. It would be a fitting act of recognition, while the memory of that loyal assistance is still fresh, for the Imperial Government to lend them their help to the excellent projects of defence which have been started by the colonies." (793, 242, 949, 434)
article-paragraph: "You must hurry, Leta," Mark said, when they rose from the table. "I give you just half an hour to make yourself pretty in, and I bet the whole sum of five cents you are not ready by that time!" (335, 602, 486, 651)
masthead (0, 0, 1114, 25)
article-paragraph: Mark was determined he would not return home without hearing the opera after all the trouble of getting there, so taking Leta's arm, he hurried her up stairs. They had secured front seats, which afforded them a good view of the stage and the entire audience. The prima donna commenced singing just as they entered the balcony. (335, 856, 486, 933)
article-paragraph: Dear Sir,—I write to tell you that Mr Henry Hillier, of Yatesbury, Wilts, informs me that he suffered from a severe form of indigestion for upwards of four years, and took no end of doctor's medicine without the slightest benefit, and declares Mother Seigel's Syrup which he got from me has saved his life. (957, 1619, 1110, 1686)
section-heading: Poisoned by His Wife. (653, 1234, 785, 1271)
article-paragraph: "He'll know me, shure, Miss Candice!" (502, 741, 630, 751)
article-paragraph: "As people sow, so shall they reap, I believe, Mr Maynard. The poor life some one that would cause people to regret your departure." "I see you have some departure." "I hope you have imbibed me." Mark answered, gloomily. (4, 1210, 168, 1259)
section-heading: A Noble Emigrant. (836, 717, 906, 728)
